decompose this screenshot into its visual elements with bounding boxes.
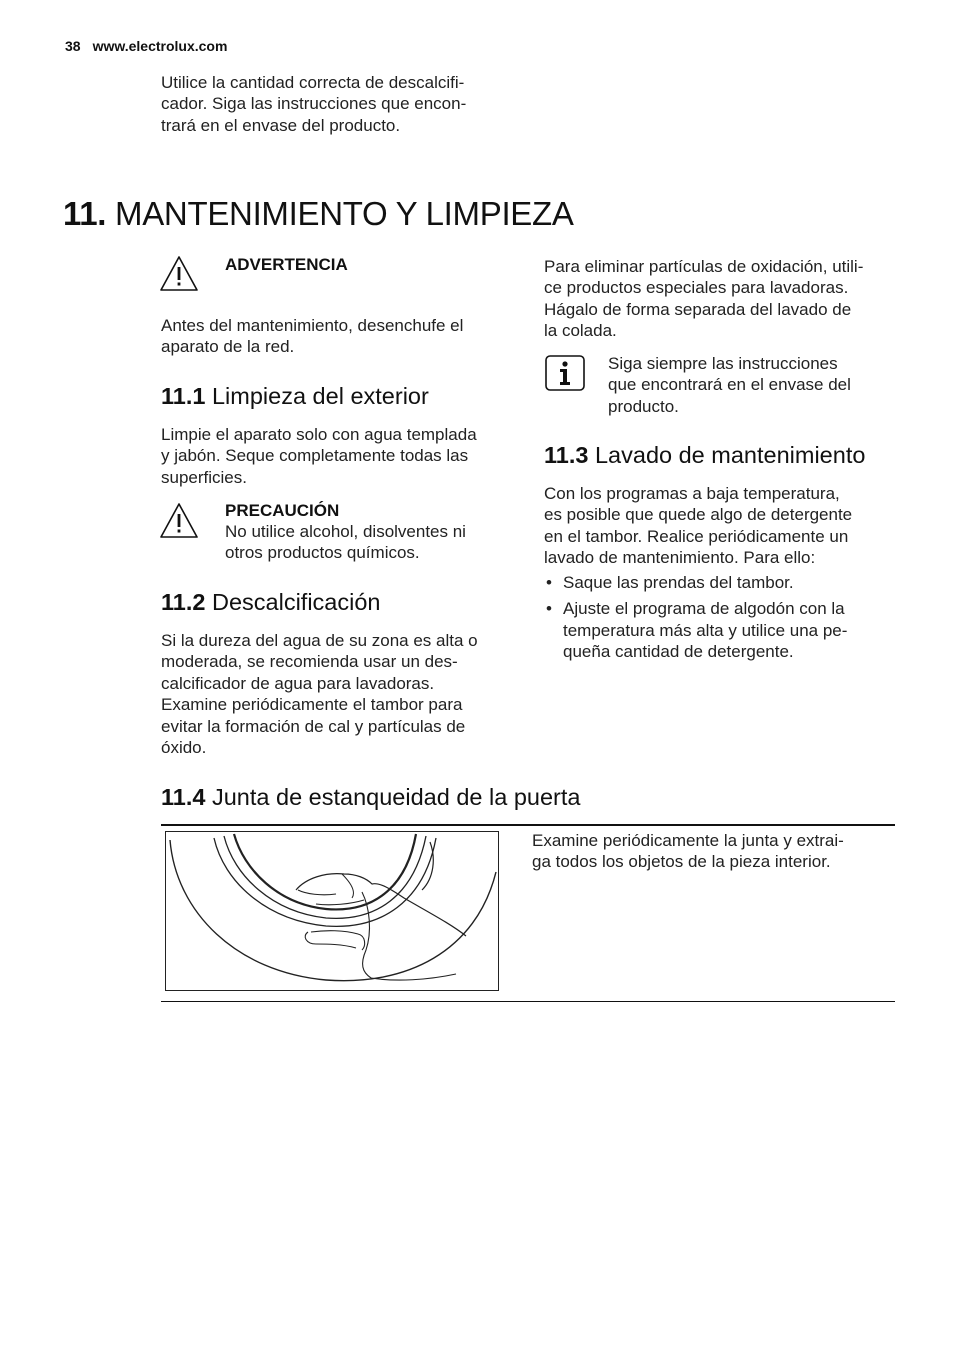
door-seal-illustration [165,831,499,991]
page-number: 38 [65,38,81,54]
caution-text: No utilice alcohol, disolventes ni otros productos químicos. [225,522,466,563]
section-number: 11.2 [161,589,206,615]
chapter-number: 11. [63,195,107,232]
section-title: Descalcificación [211,589,381,615]
intro-paragraph: Utilice la cantidad correcta de descalcifi- cador. Siga las instrucciones que encon- trará en el envase del producto. [161,73,467,135]
rust-removal-text: Para eliminar partículas de oxidación, utili- ce productos especiales para lavadoras. Hágalo de forma separada del lavado de la colada. [544,257,864,341]
list-item: • Ajuste el programa de algodón con la temperatura más alta y utilice una pe- queña cantidad de detergente. [544,598,904,662]
section-heading-11-2 [161,589,380,616]
warning-triangle-icon [159,255,199,292]
section-heading-11-3 [544,442,865,469]
section-11-2-text: Si la dureza del agua de su zona es alta o moderada, se recomienda usar un des- calcificador de agua para lavadoras. Examine periódicamente el tambor para evitar la formación de cal y partículas de óxido. [161,631,478,758]
website-link[interactable]: www.electrolux.com [92,38,228,54]
section-number: 11.4 [161,784,206,810]
list-item: • Saque las prendas del tambor. [544,572,904,593]
section-title: Junta de estanqueidad de la puerta [211,784,581,810]
section-11-1-text: Limpie el aparato solo con agua templada y jabón. Seque completamente todas las superficies. [161,425,477,487]
section-number: 11.3 [544,442,589,468]
section-11-3-text: Con los programas a baja temperatura, es posible que quede algo de detergente en el tambor. Realice periódicamente un lavado de mantenimiento. Para ello: [544,484,853,568]
info-text: Siga siempre las instrucciones que encontrará en el envase del producto. [608,354,851,416]
maintenance-steps-list [544,572,904,668]
warning-text: Antes del mantenimiento, desenchufe el aparato de la red. [161,316,464,357]
section-title: Lavado de mantenimiento [594,442,866,468]
section-heading-11-1 [161,383,429,410]
table-top-rule [161,824,895,826]
section-number: 11.1 [161,383,206,409]
chapter-title-text: MANTENIMIENTO Y LIMPIEZA [115,195,574,232]
section-title: Limpieza del exterior [211,383,429,409]
table-bottom-rule [161,1001,895,1002]
caution-title: PRECAUCIÓN [225,501,340,520]
warning-title: ADVERTENCIA [225,255,348,274]
section-heading-11-4 [161,784,580,811]
chapter-title [63,195,574,233]
caution-triangle-icon [159,502,199,539]
section-11-4-text: Examine periódicamente la junta y extrai- ga todos los objetos de la pieza interior. [532,831,844,872]
page-header [65,38,227,54]
info-icon [545,355,585,391]
